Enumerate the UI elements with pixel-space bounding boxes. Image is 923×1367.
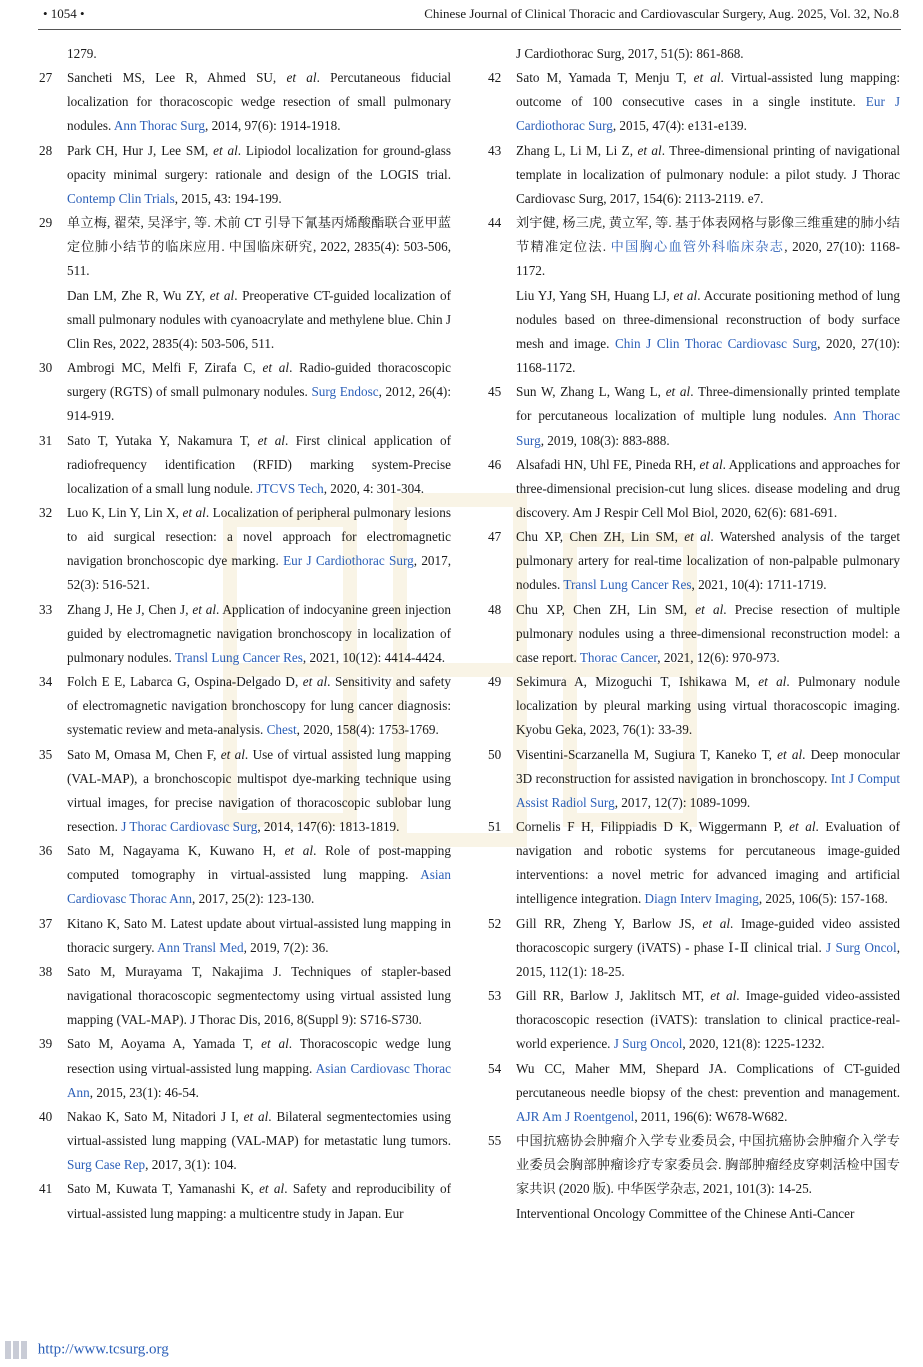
reference-body (516, 525, 900, 597)
reference-item (39, 839, 451, 911)
et-al-text: et al (286, 70, 317, 86)
journal-link[interactable]: Chin J Clin Thorac Cardiovasc Surg (614, 335, 818, 351)
reference-text: , 2019, 7(2): 36. (243, 939, 329, 955)
journal-link[interactable]: J Surg Oncol (826, 939, 897, 955)
reference-text: , 2015, 47(4): e131-e139. (612, 118, 747, 134)
reference-text: Gill RR, Barlow J, Jaklitsch MT, (516, 988, 711, 1004)
journal-link[interactable]: J Thorac Cardiovasc Surg (121, 819, 258, 834)
reference-number: 33 (39, 601, 53, 617)
reference-text: Nakao K, Sato M, Nitadori J I, (67, 1108, 244, 1124)
reference-text: . Deep monocular 3D reconstruction for assisted navigation in bronchoscopy. (516, 746, 901, 786)
reference-text: Sekimura A, Mizoguchi T, Ishikawa M, (516, 674, 759, 690)
reference-translation (516, 284, 900, 381)
journal-link[interactable]: Contemp Clin Trials (67, 190, 175, 206)
reference-number: 31 (39, 432, 53, 448)
reference-body (516, 66, 900, 138)
reference-number: 38 (39, 963, 53, 979)
page-header (0, 0, 923, 28)
journal-link[interactable]: Int J Comput Assist Radiol Surg (516, 770, 900, 810)
reference-text: Interventional Oncology Committee of the Chinese Anti-Cancer (516, 1205, 855, 1221)
et-al-text: et al (257, 432, 285, 448)
reference-text: . Safety and reproducibility of virtual-assisted lung mapping: a multicentre study in Japan. Eur (67, 1181, 451, 1221)
reference-body (516, 380, 900, 452)
reference-item (488, 912, 900, 984)
reference-number: 43 (488, 142, 502, 158)
et-al-text: et al (695, 601, 724, 617)
journal-link[interactable]: 中国胸心血管外科临床杂志 (610, 239, 785, 255)
reference-text: . Evaluation of navigation and robotic systems for percutaneous image-guided interventions: a novel metric for advanced imaging and artificial intelligence integration. (516, 819, 900, 907)
reference-text: . Localization of peripheral pulmonary lesions to aid surgical resection: a novel approach for electromagnetic navigation bronchoscopic dye marking. (67, 504, 451, 569)
reference-text: , 2021, 10(12): 4414-4424. (302, 649, 446, 665)
reference-text: . Accurate positioning method of lung nodules based on three-dimensional reconstruction of body surface mesh and image. (516, 287, 901, 351)
reference-number: 53 (488, 988, 502, 1004)
reference-text: , 2020, 4: 301-304. (323, 480, 425, 496)
reference-body (516, 1057, 900, 1129)
journal-url-link[interactable]: http://www.tcsurg.org (37, 1341, 169, 1358)
reference-text: Liu YJ, Yang SH, Huang LJ, (516, 287, 674, 303)
reference-body (67, 912, 451, 960)
reference-body (67, 743, 451, 840)
et-al-text: et al (262, 360, 290, 376)
reference-number: 37 (39, 915, 53, 931)
reference-body (67, 501, 451, 598)
reference-text: , 2021, 10(4): 1711-1719. (691, 577, 827, 593)
reference-number: 51 (488, 819, 502, 834)
reference-text: , 2020, 158(4): 1753-1769. (296, 722, 439, 738)
reference-text: Chu XP, Chen ZH, Lin SM, (516, 601, 696, 617)
reference-item (488, 380, 900, 452)
reference-text: . Lipiodol localization for ground-glass opacity minimal surgery: rationale and design of the LOGIS trial. (67, 142, 451, 182)
et-al-text: et al (259, 1181, 285, 1197)
reference-item (39, 1105, 451, 1177)
et-al-text: et al (213, 142, 238, 158)
reference-body (67, 66, 451, 138)
reference-item (39, 912, 451, 960)
reference-text: . Percutaneous fiducial localization for thoracoscopic wedge resection of small pulmonary nodules. (67, 70, 452, 134)
reference-text: Sato M, Kuwata T, Yamanashi K, (67, 1181, 260, 1197)
reference-text: , 2015, 43: 194-199. (174, 190, 282, 206)
reference-item (488, 525, 901, 597)
reference-text: . First clinical application of radiofrequency identification (RFID) marking system-Precise localization of a small lung nodule. (67, 432, 451, 496)
reference-text: Chu XP, Chen ZH, Lin SM, (516, 529, 685, 545)
reference-item (488, 815, 900, 912)
reference-item (488, 139, 901, 211)
reference-item (488, 211, 901, 380)
journal-link[interactable]: JTCVS Tech (256, 480, 324, 496)
reference-text: Gill RR, Zheng Y, Barlow JS, (516, 915, 703, 931)
reference-number: 47 (488, 529, 502, 545)
reference-text: Sato M, Murayama T, Nakajima J. Techniques of stapler-based navigational thoracoscopic segmentectomy using virtual assisted lung mapping (VAL-MAP). J Thorac Dis, 2016, 8(Suppl 9): S716-S730. (67, 963, 451, 1028)
reference-item (488, 1129, 900, 1226)
reference-item (488, 598, 900, 670)
reference-item (39, 960, 451, 1032)
et-al-text: et al (710, 988, 737, 1004)
reference-text: . Role of post-mapping computed tomography in virtual-assisted lung mapping. (67, 843, 451, 883)
reference-number: 40 (39, 1108, 53, 1124)
reference-text: . Three-dimensional printing of navigational template in localization of pulmonary nodule: a pilot study. J Thorac Cardiovasc Surg, 2017, 154(6): 2113-2119. e7. (516, 142, 901, 206)
reference-text: . Image-guided video assisted thoracoscopic surgery (iVATS) - phase Ⅰ-Ⅱ clinical trial. (516, 915, 900, 955)
journal-link[interactable]: Thorac Cancer (579, 649, 658, 665)
reference-number: 39 (39, 1036, 53, 1052)
reference-number: 36 (39, 843, 53, 859)
reference-text: . Thoracoscopic wedge lung resection using virtual-assisted lung mapping. (67, 1036, 451, 1076)
reference-text: Sancheti MS, Lee R, Ahmed SU, (67, 70, 287, 86)
reference-text: Sato M, Yamada T, Menju T, (516, 70, 694, 86)
journal-link[interactable]: Eur J Cardiothorac Surg (283, 553, 414, 569)
journal-citation: Chinese Journal of Clinical Thoracic and Cardiovascular Surgery, Aug. 2025, Vol. 32, No.8 (424, 6, 899, 21)
reference-text: , 2014, 147(6): 1813-1819. (257, 819, 400, 834)
reference-number: 30 (39, 360, 53, 376)
reference-text: . Sensitivity and safety of electromagnetic navigation bronchoscopy for lung cancer diagnosis: systematic review and meta-analysis. (67, 674, 452, 738)
reference-text: , 2017, 52(3): 516-521. (67, 553, 451, 593)
reference-text: Park CH, Hur J, Lee SM, (67, 142, 214, 158)
et-al-text: et al (702, 915, 731, 931)
reference-text: , 2020, 27(10): 1168-1172. (516, 239, 901, 279)
reference-text: Luo K, Lin Y, Lin X, (67, 504, 183, 520)
reference-body (67, 139, 451, 211)
et-al-text: et al (699, 456, 723, 472)
et-al-text: et al (684, 529, 711, 545)
reference-text: , 2014, 97(6): 1914-1918. (204, 118, 341, 134)
reference-number: 49 (488, 674, 502, 690)
reference-text: 单立梅, 翟荣, 吴泽宇, 等. 术前 CT 引导下氰基丙烯酸酯联合亚甲蓝定位肺小结节的临床应用. 中国临床研究, 2022, 2835(4): 503-506, 511. (67, 215, 451, 279)
reference-text: . Precise resection of multiple pulmonary nodules using a three-dimensional reconstruction model: a case report. (516, 601, 900, 665)
reference-body (67, 429, 451, 501)
reference-text: , 2011, 196(6): W678-W682. (634, 1108, 788, 1124)
reference-item (39, 66, 452, 138)
journal-link[interactable]: J Surg Oncol (613, 1036, 683, 1052)
reference-body (67, 356, 451, 428)
reference-text: Alsafadi HN, Uhl FE, Pineda RH, (516, 456, 700, 472)
journal-link[interactable]: Surg Endosc (311, 384, 379, 400)
reference-translation (67, 284, 451, 356)
et-al-text: et al (777, 746, 803, 762)
reference-item (488, 670, 901, 742)
reference-text: . Radio-guided thoracoscopic surgery (RGTS) of small pulmonary nodules. (67, 360, 451, 400)
et-al-text: et al (693, 70, 721, 86)
reference-item (39, 501, 451, 598)
et-al-text: et al (673, 287, 698, 303)
reference-body (516, 211, 900, 283)
reference-number: 46 (488, 456, 502, 472)
reference-number: 42 (488, 70, 502, 86)
reference-list (488, 66, 901, 1226)
reference-body (67, 211, 451, 283)
reference-number: 44 (488, 215, 502, 231)
reference-number: 34 (39, 674, 53, 690)
footer (4, 1336, 169, 1362)
reference-body (516, 139, 900, 211)
reference-text: Kitano K, Sato M. Latest update about virtual-assisted lung mapping in thoracic surgery. (67, 915, 451, 955)
reference-number: 48 (488, 601, 502, 617)
et-al-text: et al (302, 674, 328, 690)
reference-item (39, 356, 451, 428)
reference-list (39, 66, 452, 1226)
et-al-text: et al (789, 819, 816, 834)
journal-link[interactable]: Ann Thorac Surg (516, 408, 900, 448)
reference-number: 54 (488, 1060, 502, 1076)
reference-text: . Image-guided video-assisted thoracoscopic resection (iVATS): translation to clinical practice-real-world experience. (516, 988, 900, 1052)
reference-body (516, 743, 900, 815)
reference-body (516, 453, 900, 525)
continuation-text: J Cardiothorac Surg, 2017, 51(5): 861-868. (516, 46, 744, 61)
journal-link[interactable]: Asian Cardiovasc Thorac Ann (67, 1060, 451, 1100)
reference-body (516, 912, 900, 984)
et-al-text: et al (220, 746, 245, 762)
reference-text: Dan LM, Zhe R, Wu ZY, (67, 287, 210, 303)
reference-text: Wu CC, Maher MM, Shepard JA. Complications of CT-guided percutaneous needle biopsy of the chest: prevention and management. (516, 1060, 900, 1100)
reference-text: Sato M, Aoyama A, Yamada T, (67, 1036, 262, 1052)
reference-body (516, 598, 900, 670)
reference-item (39, 211, 452, 356)
reference-text: , 2020, 27(10): 1168-1172. (516, 335, 900, 376)
reference-item (488, 984, 900, 1056)
reference-text: 中国抗癌协会肿瘤介入学专业委员会, 中国抗癌协会肿瘤介入学专业委员会胸部肿瘤诊疗专家委员会. 胸部肿瘤经皮穿刺活检中国专家共识 (2020 版). 中华医学杂志, 2021, 101(3): 14-25. (516, 1133, 900, 1197)
reference-text: Sun W, Zhang L, Wang L, (516, 384, 666, 400)
reference-item (488, 453, 900, 525)
reference-item (39, 670, 452, 742)
reference-item (39, 743, 451, 840)
reference-body (516, 1129, 900, 1201)
reference-number: 32 (39, 504, 53, 520)
reference-number: 50 (488, 746, 502, 762)
reference-text: , 2017, 3(1): 104. (145, 1157, 237, 1173)
reference-translation (516, 1202, 900, 1226)
reference-text: . Preoperative CT-guided localization of small pulmonary nodules with cyanoacrylate and methylene blue. Chin J Clin Res, 2022, 2835(4): 503-506, 511. (67, 287, 452, 351)
et-al-text: et al (637, 142, 662, 158)
reference-text: . Pulmonary nodule localization by pleural marking using virtual thoracoscopic imaging. Kyobu Geka, 2023, 76(1): 33-39. (516, 674, 901, 738)
reference-item (488, 66, 900, 138)
reference-item (39, 598, 451, 670)
reference-number: 29 (39, 215, 53, 231)
journal-link[interactable]: Diagn Interv Imaging (644, 891, 759, 907)
reference-text: Sato M, Omasa M, Chen F, (67, 746, 221, 762)
reference-text: 刘宇健, 杨三虎, 黄立军, 等. 基于体表网格与影像三维重建的肺小结节精准定位法. (516, 215, 900, 255)
reference-item (488, 743, 901, 815)
reference-text: , 2015, 112(1): 18-25. (516, 939, 900, 979)
left-column (39, 42, 452, 1226)
reference-text: Sato M, Nagayama K, Kuwano H, (67, 843, 285, 859)
journal-link[interactable]: Surg Case Rep (67, 1157, 146, 1173)
reference-number: 28 (39, 142, 53, 158)
reference-text: , 2017, 12(7): 1089-1099. (614, 794, 751, 810)
reference-body (67, 1177, 451, 1225)
reference-number: 52 (488, 915, 502, 931)
reference-text: . Use of virtual assisted lung mapping (VAL-MAP), a bronchoscopic multispot dye-marking technique using virtual images, for precise navigation of thoracoscopic sublobar lung resection. (67, 746, 451, 834)
et-al-text: et al (284, 843, 314, 859)
journal-link[interactable]: Asian Cardiovasc Thorac Ann (67, 867, 451, 907)
reference-item (488, 1057, 900, 1129)
reference-body (67, 839, 451, 911)
reference-text: , 2021, 12(6): 970-973. (657, 649, 780, 665)
et-al-text: et al (209, 287, 235, 303)
reference-text: . Three-dimensionally printed template for percutaneous localization of multiple lung nodules. (516, 384, 900, 424)
reference-text: Visentini-Scarzanella M, Sugiura T, Kaneko T, (516, 746, 778, 762)
reference-item (39, 139, 451, 211)
header-rule (38, 29, 901, 30)
reference-text: , 2012, 26(4): 914-919. (67, 384, 451, 424)
et-al-text: et al (261, 1036, 289, 1052)
page-number: • 1054 • (43, 6, 85, 21)
reference-text: Zhang L, Li M, Li Z, (516, 142, 638, 158)
et-al-text: et al (243, 1108, 269, 1124)
right-column (488, 42, 901, 1226)
continuation-text: 1279. (67, 46, 97, 61)
reference-text: Ambrogi MC, Melfi F, Zirafa C, (67, 360, 263, 376)
reference-number: 41 (39, 1181, 53, 1197)
et-al-text: et al (192, 601, 216, 617)
reference-text: , 2020, 121(8): 1225-1232. (682, 1036, 825, 1052)
journal-logo-icon (4, 1339, 28, 1361)
reference-text: Cornelis F H, Filippiadis D K, Wiggermann P, (516, 819, 790, 834)
reference-number: 35 (39, 746, 53, 762)
reference-text: . Bilateral segmentectomies using virtual-assisted lung mapping (VAL-MAP) for metastatic lung tumors. (67, 1108, 451, 1149)
reference-text: . Watershed analysis of the target pulmonary artery for real-time localization of non-palpable pulmonary nodules. (516, 529, 901, 593)
et-al-text: et al (665, 384, 691, 400)
reference-item (39, 1032, 451, 1104)
reference-number: 55 (488, 1133, 502, 1149)
reference-body (516, 984, 900, 1056)
journal-link[interactable]: Chest (266, 722, 297, 738)
reference-body (67, 598, 451, 670)
reference-text: , 2017, 25(2): 123-130. (192, 891, 315, 907)
et-al-text: et al (758, 674, 787, 690)
journal-link[interactable]: Transl Lung Cancer Res (174, 649, 303, 665)
reference-text: . Application of indocyanine green injection guided by electromagnetic navigation bronchoscopy in localization of pulmonary nodules. (67, 601, 451, 665)
reference-text: . Applications and approaches for three-dimensional precision-cut lung slices. disease modeling and drug discovery. Am J Respir Cell Mol Biol, 2020, 62(6): 681-691. (516, 456, 900, 520)
reference-body (67, 1105, 451, 1177)
reference-number: 27 (39, 70, 53, 86)
reference-text: Zhang J, He J, Chen J, (67, 601, 193, 617)
reference-body (516, 815, 900, 912)
reference-text: , 2019, 108(3): 883-888. (540, 432, 670, 448)
reference-body (67, 670, 451, 742)
et-al-text: et al (182, 504, 206, 520)
journal-link[interactable]: Eur J Cardiothorac Surg (516, 94, 900, 134)
reference-text: Sato T, Yutaka Y, Nakamura T, (67, 432, 258, 448)
reference-text: . Virtual-assisted lung mapping: outcome of 100 consecutive cases in a single institute. (516, 70, 900, 110)
reference-text: Folch E E, Labarca G, Ospina-Delgado D, (67, 674, 303, 690)
journal-link[interactable]: Ann Thorac Surg (113, 118, 205, 134)
reference-number: 45 (488, 384, 502, 400)
journal-link[interactable]: Transl Lung Cancer Res (563, 577, 692, 593)
reference-text: , 2015, 23(1): 46-54. (89, 1084, 199, 1100)
reference-item (39, 429, 451, 501)
reference-body (67, 960, 451, 1032)
journal-link[interactable]: Ann Transl Med (157, 939, 244, 955)
journal-link[interactable]: AJR Am J Roentgenol (516, 1108, 635, 1124)
reference-body (67, 1032, 451, 1104)
reference-item (39, 1177, 451, 1225)
reference-text: , 2025, 106(5): 157-168. (758, 891, 888, 907)
reference-body (516, 670, 900, 742)
